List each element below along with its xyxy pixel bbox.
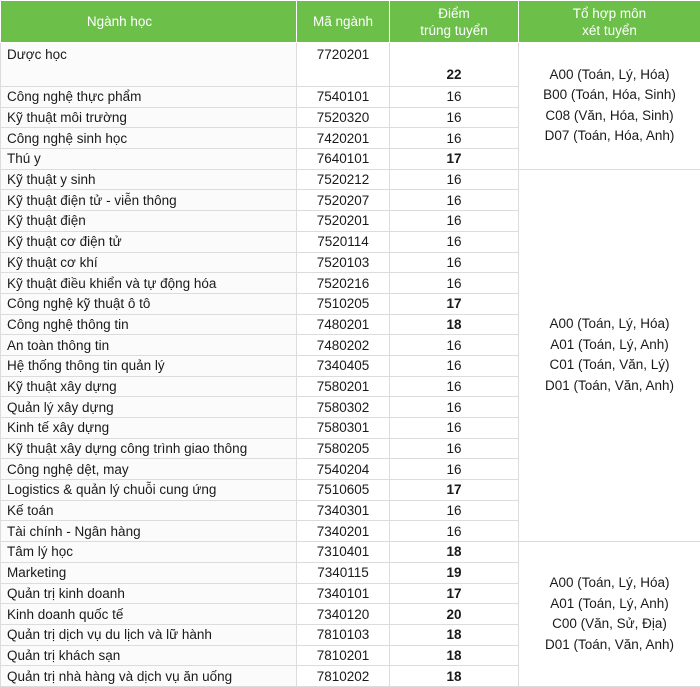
combo-group-3 bbox=[519, 542, 700, 687]
major-cell: Logistics & quản lý chuỗi cung ứng bbox=[1, 480, 297, 501]
major-cell: Kinh doanh quốc tế bbox=[1, 604, 297, 625]
major-cell: Kinh tế xây dựng bbox=[1, 418, 297, 439]
code-cell: 7580301 bbox=[297, 418, 390, 439]
score-cell: 17 bbox=[390, 583, 519, 604]
major-cell: Công nghệ dệt, may bbox=[1, 459, 297, 480]
score-cell: 16 bbox=[390, 418, 519, 439]
score-cell: 16 bbox=[390, 273, 519, 294]
code-cell: 7510605 bbox=[297, 480, 390, 501]
major-cell: Quản trị khách sạn bbox=[1, 645, 297, 666]
score-cell: 16 bbox=[390, 128, 519, 149]
score-cell: 16 bbox=[390, 438, 519, 459]
score-cell: 16 bbox=[390, 169, 519, 190]
score-cell: 16 bbox=[390, 211, 519, 232]
combo-item: D07 (Toán, Hóa, Anh) bbox=[525, 126, 694, 147]
score-cell: 19 bbox=[390, 562, 519, 583]
header-combo-line2: xét tuyển bbox=[521, 22, 698, 39]
code-cell: 7510205 bbox=[297, 293, 390, 314]
score-cell: 17 bbox=[390, 480, 519, 501]
score-cell: 16 bbox=[390, 355, 519, 376]
major-cell: Quản trị kinh doanh bbox=[1, 583, 297, 604]
code-cell: 7520216 bbox=[297, 273, 390, 294]
score-cell: 16 bbox=[390, 397, 519, 418]
table-row bbox=[1, 43, 700, 87]
code-cell: 7810201 bbox=[297, 645, 390, 666]
major-cell: Kế toán bbox=[1, 500, 297, 521]
combo-item: C08 (Văn, Hóa, Sinh) bbox=[525, 106, 694, 127]
combo-item: D01 (Toán, Văn, Anh) bbox=[525, 635, 694, 656]
table-row bbox=[1, 169, 700, 190]
header-combo-line1: Tổ hợp môn bbox=[521, 5, 698, 22]
header-major: Ngành học bbox=[1, 1, 297, 43]
header-score bbox=[390, 1, 519, 43]
combo-group-1 bbox=[519, 43, 700, 170]
major-cell: Kỹ thuật y sinh bbox=[1, 169, 297, 190]
combo-item: C00 (Văn, Sử, Địa) bbox=[525, 614, 694, 635]
code-cell: 7340301 bbox=[297, 500, 390, 521]
combo-item: A00 (Toán, Lý, Hóa) bbox=[525, 314, 694, 335]
major-cell: Kỹ thuật môi trường bbox=[1, 107, 297, 128]
code-cell: 7340120 bbox=[297, 604, 390, 625]
score-cell: 16 bbox=[390, 500, 519, 521]
code-cell: 7540101 bbox=[297, 87, 390, 108]
score-cell: 16 bbox=[390, 376, 519, 397]
code-cell: 7580201 bbox=[297, 376, 390, 397]
major-cell: Thú y bbox=[1, 149, 297, 170]
code-cell: 7720201 bbox=[297, 43, 390, 87]
score-cell: 17 bbox=[390, 293, 519, 314]
code-cell: 7580205 bbox=[297, 438, 390, 459]
score-cell: 16 bbox=[390, 335, 519, 356]
code-cell: 7810202 bbox=[297, 666, 390, 687]
header-score-line2: trúng tuyển bbox=[392, 22, 516, 39]
code-cell: 7540204 bbox=[297, 459, 390, 480]
major-cell: Hệ thống thông tin quản lý bbox=[1, 355, 297, 376]
code-cell: 7520207 bbox=[297, 190, 390, 211]
score-cell: 22 bbox=[390, 43, 519, 87]
score-cell: 18 bbox=[390, 314, 519, 335]
score-cell: 17 bbox=[390, 149, 519, 170]
major-cell: Tài chính - Ngân hàng bbox=[1, 521, 297, 542]
major-cell: Công nghệ thực phẩm bbox=[1, 87, 297, 108]
major-cell: An toàn thông tin bbox=[1, 335, 297, 356]
code-cell: 7640101 bbox=[297, 149, 390, 170]
code-cell: 7340101 bbox=[297, 583, 390, 604]
code-cell: 7340405 bbox=[297, 355, 390, 376]
score-cell: 20 bbox=[390, 604, 519, 625]
combo-item: A01 (Toán, Lý, Anh) bbox=[525, 335, 694, 356]
table-body bbox=[1, 43, 700, 687]
score-cell: 16 bbox=[390, 231, 519, 252]
code-cell: 7520320 bbox=[297, 107, 390, 128]
score-cell: 18 bbox=[390, 542, 519, 563]
score-cell: 16 bbox=[390, 252, 519, 273]
code-cell: 7340115 bbox=[297, 562, 390, 583]
major-cell: Quản trị nhà hàng và dịch vụ ăn uống bbox=[1, 666, 297, 687]
score-cell: 16 bbox=[390, 190, 519, 211]
combo-item: A01 (Toán, Lý, Anh) bbox=[525, 594, 694, 615]
score-cell: 16 bbox=[390, 459, 519, 480]
major-cell: Kỹ thuật điện tử - viễn thông bbox=[1, 190, 297, 211]
major-cell: Công nghệ sinh học bbox=[1, 128, 297, 149]
major-cell: Quản trị dịch vụ du lịch và lữ hành bbox=[1, 624, 297, 645]
combo-group-2 bbox=[519, 169, 700, 541]
major-cell: Kỹ thuật cơ khí bbox=[1, 252, 297, 273]
score-cell: 16 bbox=[390, 107, 519, 128]
major-cell: Tâm lý học bbox=[1, 542, 297, 563]
major-cell: Kỹ thuật xây dựng công trình giao thông bbox=[1, 438, 297, 459]
code-cell: 7520212 bbox=[297, 169, 390, 190]
code-cell: 7480202 bbox=[297, 335, 390, 356]
code-cell: 7580302 bbox=[297, 397, 390, 418]
header-score-line1: Điểm bbox=[392, 5, 516, 22]
score-cell: 16 bbox=[390, 87, 519, 108]
code-cell: 7520201 bbox=[297, 211, 390, 232]
code-cell: 7340201 bbox=[297, 521, 390, 542]
code-cell: 7520103 bbox=[297, 252, 390, 273]
combo-item: D01 (Toán, Văn, Anh) bbox=[525, 376, 694, 397]
code-cell: 7420201 bbox=[297, 128, 390, 149]
major-cell: Kỹ thuật xây dựng bbox=[1, 376, 297, 397]
combo-item: B00 (Toán, Hóa, Sinh) bbox=[525, 85, 694, 106]
score-cell: 16 bbox=[390, 521, 519, 542]
major-cell: Công nghệ kỹ thuật ô tô bbox=[1, 293, 297, 314]
major-cell: Kỹ thuật điện bbox=[1, 211, 297, 232]
major-cell: Kỹ thuật cơ điện tử bbox=[1, 231, 297, 252]
score-cell: 18 bbox=[390, 666, 519, 687]
code-cell: 7310401 bbox=[297, 542, 390, 563]
major-cell: Kỹ thuật điều khiển và tự động hóa bbox=[1, 273, 297, 294]
combo-item: A00 (Toán, Lý, Hóa) bbox=[525, 65, 694, 86]
code-cell: 7520114 bbox=[297, 231, 390, 252]
table-row bbox=[1, 542, 700, 563]
code-cell: 7810103 bbox=[297, 624, 390, 645]
score-cell: 18 bbox=[390, 645, 519, 666]
major-cell: Công nghệ thông tin bbox=[1, 314, 297, 335]
combo-item: C01 (Toán, Văn, Lý) bbox=[525, 355, 694, 376]
major-cell: Quản lý xây dựng bbox=[1, 397, 297, 418]
major-cell: Dược học bbox=[1, 43, 297, 87]
major-cell: Marketing bbox=[1, 562, 297, 583]
score-cell: 18 bbox=[390, 624, 519, 645]
header-code: Mã ngành bbox=[297, 1, 390, 43]
header-combo bbox=[519, 1, 700, 43]
combo-item: A00 (Toán, Lý, Hóa) bbox=[525, 573, 694, 594]
table-header bbox=[1, 1, 700, 43]
code-cell: 7480201 bbox=[297, 314, 390, 335]
